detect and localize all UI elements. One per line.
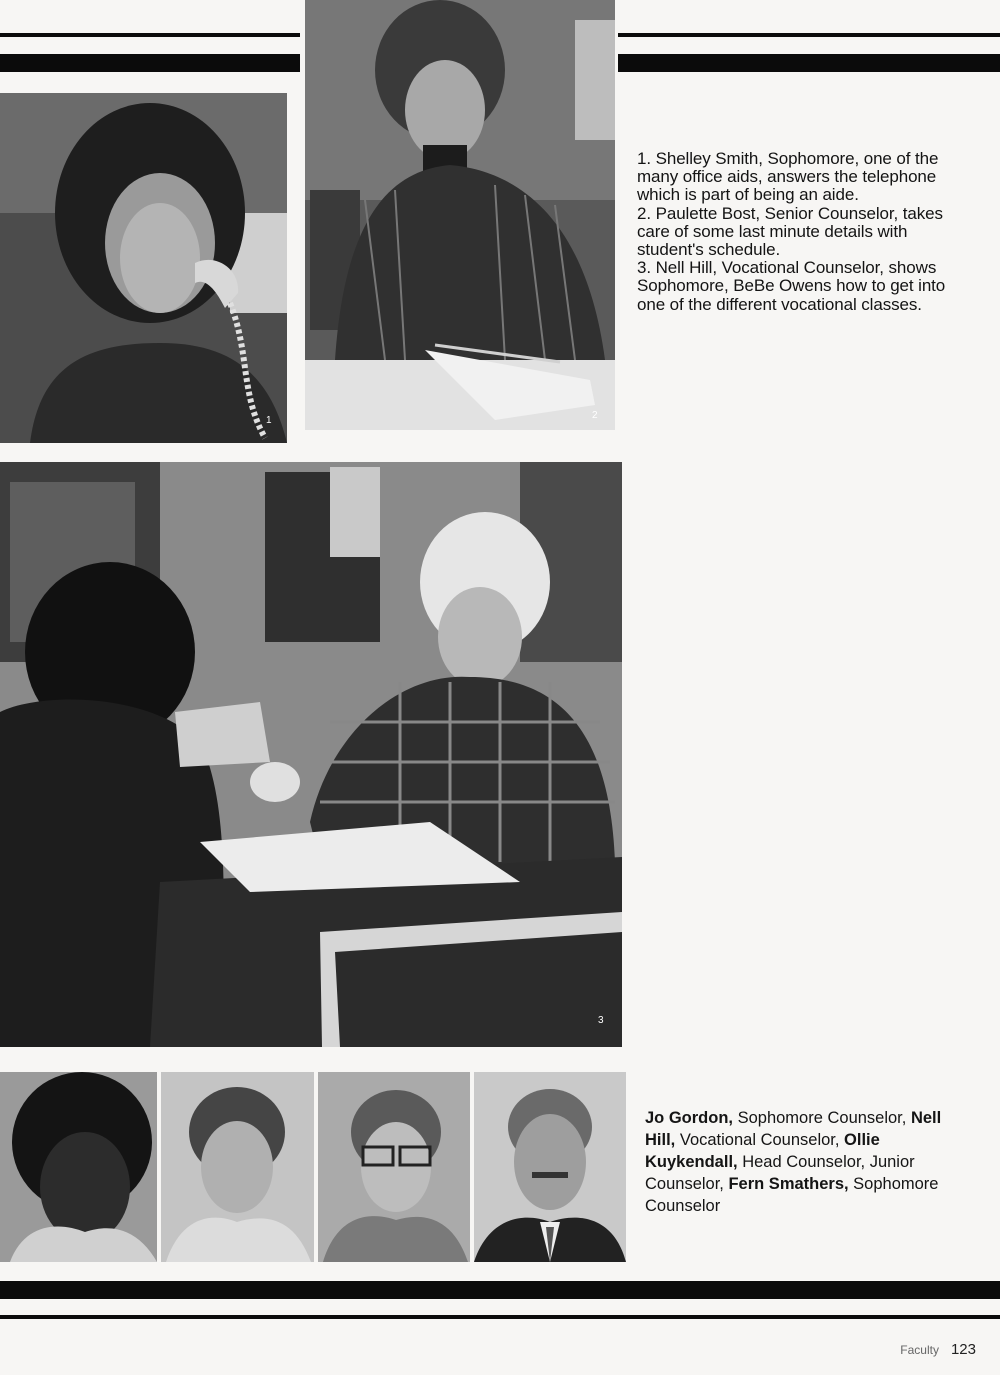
top-rule-thick-right — [618, 54, 1000, 72]
bottom-rule-thin — [0, 1315, 1000, 1319]
photo-shelley-smith-telephone — [0, 93, 287, 443]
top-rule-thin-left — [0, 33, 300, 37]
photo-number-3: 3 — [598, 1015, 604, 1026]
role-nell-hill: Vocational Counselor, — [675, 1131, 845, 1149]
page-folio — [900, 1341, 976, 1358]
caption-3: 3. Nell Hill, Vocational Counselor, shows Sophomore, BeBe Owens how to get into one of the different vocational classes. — [637, 258, 946, 314]
portrait-fern-smathers — [474, 1072, 626, 1262]
page-number: 123 — [950, 1341, 976, 1358]
name-ollie-kuykendall: Ollie Kuykendall, — [645, 1131, 880, 1171]
top-rule-thick-left — [0, 54, 300, 72]
photo-number-1: 1 — [266, 415, 272, 426]
name-fern-smathers: Fern Smathers, — [728, 1175, 849, 1193]
role-ollie-kuykendall: Head Counselor, Junior Counselor, — [645, 1153, 915, 1193]
photo-paulette-bost-desk — [305, 0, 615, 430]
caption-2: 2. Paulette Bost, Senior Counselor, takes care of some last minute details with student's schedule. — [637, 203, 943, 260]
photo-nell-hill-student — [0, 462, 622, 1047]
portrait-jo-gordon — [0, 1072, 157, 1262]
top-rule-thin-right — [618, 33, 1000, 37]
photo-number-2: 2 — [592, 410, 598, 421]
photo-captions — [637, 150, 967, 314]
name-jo-gordon: Jo Gordon, — [645, 1109, 733, 1127]
portrait-names — [645, 1107, 965, 1217]
bottom-rule-thick — [0, 1281, 1000, 1299]
role-jo-gordon: Sophomore Counselor, — [733, 1109, 911, 1127]
name-nell-hill: Nell Hill, — [645, 1109, 942, 1149]
portrait-nell-hill — [161, 1072, 314, 1262]
role-fern-smathers: Sophomore Counselor — [645, 1175, 939, 1215]
caption-1: 1. Shelley Smith, Sophomore, one of the many office aids, answers the telephone which is part of being an aide. — [637, 149, 939, 205]
section-label: Faculty — [900, 1343, 939, 1357]
portrait-ollie-kuykendall — [318, 1072, 470, 1262]
